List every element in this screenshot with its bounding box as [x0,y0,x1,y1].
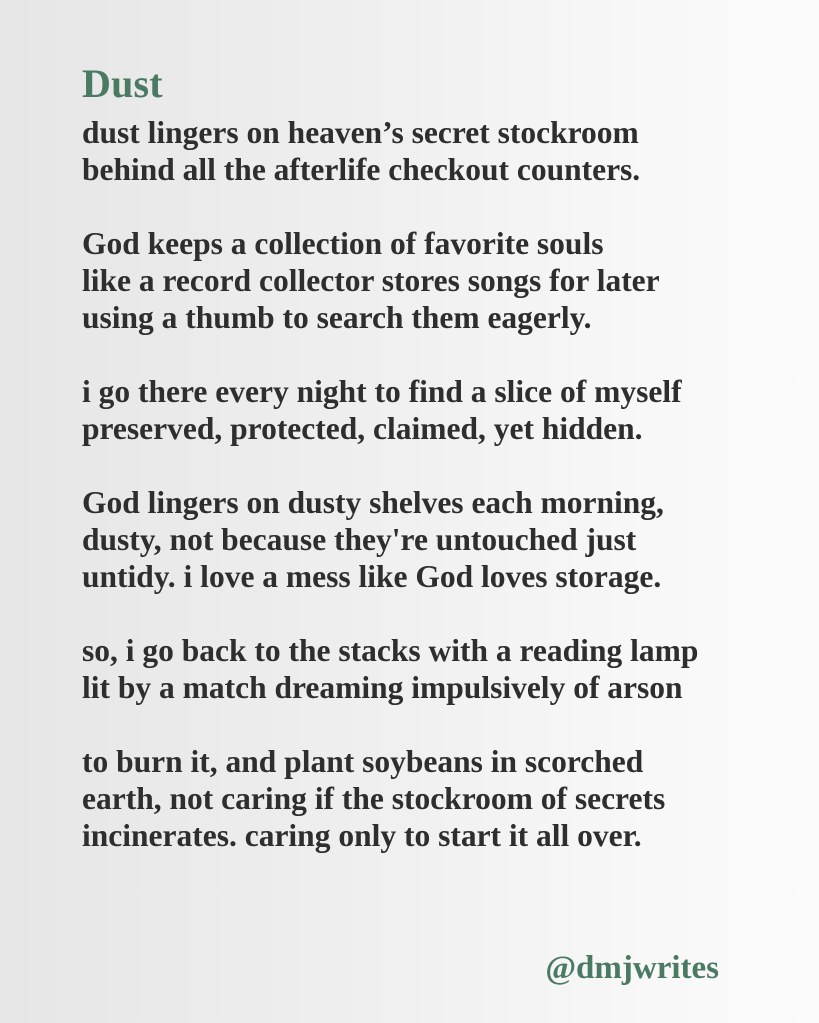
poem-line: God keeps a collection of favorite souls [82,226,604,261]
poem-line: dusty, not because they're untouched just [82,522,637,557]
poem-line: earth, not caring if the stockroom of secrets [82,781,666,816]
stanza-6 [82,743,782,854]
poem-line: like a record collector stores songs for later [82,263,660,298]
poem-line: using a thumb to search them eagerly. [82,300,592,335]
poem-title: Dust [82,61,163,106]
poem-line: lit by a match dreaming impulsively of arson [82,670,683,705]
poem-line: untidy. i love a mess like God loves storage. [82,559,662,594]
stanza-2 [82,225,782,336]
poem-line: behind all the afterlife checkout counters. [82,152,641,187]
stanza-3 [82,373,782,447]
poem-line: to burn it, and plant soybeans in scorched [82,744,644,779]
poem-body [82,114,782,891]
stanza-5 [82,632,782,706]
poem-line: i go there every night to find a slice of myself [82,374,682,409]
poem-line: so, i go back to the stacks with a reading lamp [82,633,699,668]
author-handle: @dmjwrites [545,950,719,986]
poem-line: incinerates. caring only to start it all over. [82,818,642,853]
poem-line: dust lingers on heaven’s secret stockroom [82,115,639,150]
stanza-4 [82,484,782,595]
poem-line: God lingers on dusty shelves each morning, [82,485,664,520]
stanza-1 [82,114,782,188]
poem-line: preserved, protected, claimed, yet hidden. [82,411,643,446]
